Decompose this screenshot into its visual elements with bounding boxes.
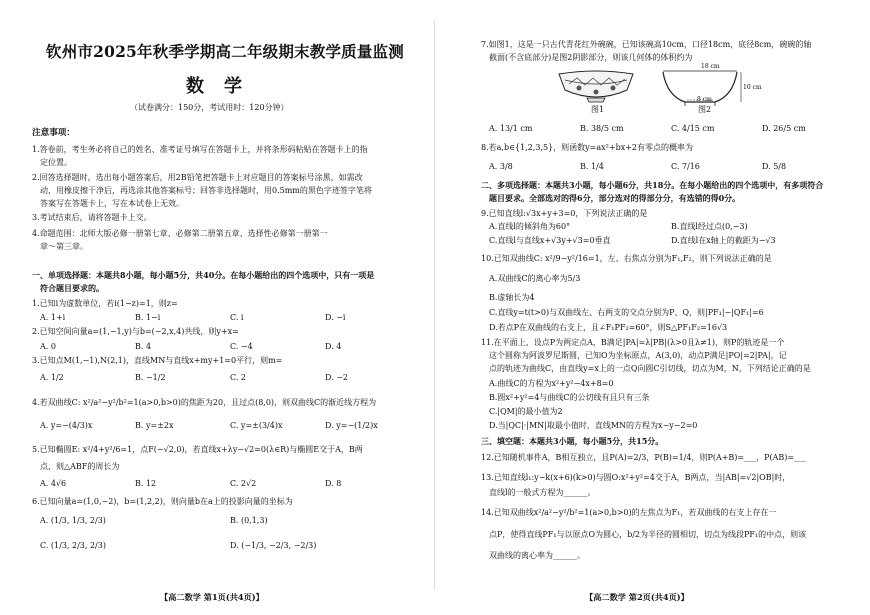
note-line: 3.考试结束后，请将答题卡上交。 [32, 213, 152, 222]
q11-option-a: A.曲线C的方程为x²+y²−4x+8=0 [489, 379, 614, 388]
q10-option-a: A.双曲线C的离心率为5/3 [489, 274, 581, 283]
question-11-cont: 点的轨迹为曲线C，由直线y=x上的一点Q向圆C引切线，切点为M，N，下列结论正确的是 [489, 364, 811, 373]
section-heading: 三、填空题：本题共3小题，每小题5分，共15分。 [481, 436, 664, 446]
q3-option-a: A. 1/2 [40, 373, 64, 382]
question-4: 4.若双曲线C: x²/a²−y²/b²=1(a>0,b>0)的焦距为20，且过点(8,0)，则双曲线C的渐近线方程为 [32, 398, 377, 407]
section-heading-cont: 题目要求。全部选对的得6分，部分选对的得部分分，有选错的得0分。 [489, 193, 741, 203]
question-14-cont: 点P，使得直线PF₁与以原点O为圆心，b/2为半径的圆相切，切点为线段PF₁的中点，则该 [489, 530, 807, 539]
q8-option-d: D. 5/8 [762, 162, 787, 171]
q5-option-d: D. 8 [325, 479, 342, 488]
note-line: 2.回答选择题时，选出每小题答案后，用2B铅笔把答题卡上对应题目的答案标号涂黑，如需改 [32, 173, 363, 182]
figure-2-bottom-label: 8 cm [697, 96, 712, 103]
q6-option-a: A. (1/3, 1/3, 2/3) [40, 516, 106, 525]
section-heading: 二、多项选择题：本题共3小题，每小题6分，共18分。在每小题给出的四个选项中，有多项符合 [481, 180, 824, 190]
q11-option-b: B.圆x²+y²=4与曲线C的公切线有且只有三条 [489, 393, 650, 402]
q6-option-b: B. (0,1,3) [230, 516, 268, 525]
q7-option-a: A. 13/1 cm [489, 124, 533, 133]
q4-option-c: C. y=±(3/4)x [230, 421, 283, 430]
q8-option-b: B. 1/4 [580, 162, 604, 171]
note-line: 答案写在答题卡上，写在本试卷上无效。 [40, 199, 184, 208]
question-11: 11.在平面上，设点P为两定点A，B满足|PA|=λ|PB|(λ>0且λ≠1)，则P的轨迹是一个 [481, 338, 785, 347]
q1-option-a: A. 1+i [40, 313, 66, 322]
q8-option-a: A. 3/8 [489, 162, 513, 171]
q5-option-b: B. 12 [135, 479, 157, 488]
section-heading: 一、单项选择题：本题共8小题，每小题5分，共40分。在每小题给出的四个选项中，只有一项是 [32, 270, 375, 280]
question-2: 2.已知空间向量a=(1,−1,y)与b=(−2,x,4)共线，则y+x= [32, 327, 239, 336]
q5-option-a: A. 4√6 [40, 479, 67, 488]
note-line: 1.答卷前，考生务必将自己的姓名、准考证号填写在答题卡上，并将条形码粘贴在答题卡上的指 [32, 145, 368, 154]
question-10: 10.已知双曲线C: x²/9−y²/16=1，左、右焦点分别为F₁,F₂，则下列说法正确的是 [481, 254, 772, 263]
question-5: 5.已知椭圆E: x²/4+y²/6=1，点F(−√2,0)，若直线x+λy−√2=0(λ∈R)与椭圆E交于A，B两 [32, 445, 363, 454]
exam-title: 钦州市2025年秋季学期高二年级期末教学质量监测 [46, 42, 404, 61]
question-1: 1.已知i为虚数单位，若i(1−z)=1，则z= [32, 299, 178, 308]
q10-option-d: D.若点P在双曲线的右支上，且∠F₁PF₂=60°，则S△PF₁F₂=16√3 [489, 323, 728, 332]
question-9: 9.已知直线l:√3x+y+3=0，下列说法正确的是 [481, 209, 648, 218]
exam-info: （试卷满分：150分，考试用时：120分钟） [130, 103, 289, 112]
question-12: 12.已知随机事件A，B相互独立，且P(A)=2/3，P(B)=1/4，则P(A+B)=___，P(AB)=___ [481, 453, 807, 462]
q7-option-c: C. 4/15 cm [671, 124, 715, 133]
question-5-cont: 点，则△ABF的周长为 [40, 462, 120, 471]
q7-option-b: B. 38/5 cm [580, 124, 624, 133]
q11-option-c: C.|QM|的最小值为2 [489, 407, 563, 416]
q6-option-d: D. (−1/3, −2/3, −2/3) [230, 541, 317, 550]
question-7-cont: 截面(不含底部分)是图2阴影部分，则该几何体的体积约为 [489, 53, 693, 62]
page-footer: 【高二数学 第2页(共4页)】 [585, 592, 689, 602]
question-3: 3.已知点M(1,−1),N(2,1)，直线MN与直线x+my+1=0平行，则m= [32, 356, 283, 365]
question-8: 8.若a,b∈{1,2,3,5}，则函数y=ax²+bx+2有零点的概率为 [481, 143, 693, 152]
page-divider [434, 20, 435, 590]
right-page [435, 0, 870, 615]
q4-option-d: D. y=−(1/2)x [325, 421, 378, 430]
note-line: 定位置。 [40, 158, 72, 167]
figure-2-height-label: 10 cm [743, 84, 762, 91]
q1-option-c: C. i [230, 313, 244, 322]
question-6: 6.已知向量a=(1,0,−2)，b=(1,2,2)，则向量b在a上的投影向量的坐标为 [32, 497, 293, 506]
q1-option-b: B. 1−i [135, 313, 161, 322]
q1-option-d: D. −i [325, 313, 346, 322]
subject-title: 数学 [186, 76, 262, 97]
note-line: 4.命题范围：北师大版必修一册第七章、必修第二册第五章、选择性必修第一册第一 [32, 229, 328, 238]
q8-option-c: C. 7/16 [671, 162, 700, 171]
q4-option-a: A. y=−(4/3)x [40, 421, 93, 430]
section-heading-cont: 符合题目要求的。 [40, 283, 104, 293]
q3-option-b: B. −1/2 [135, 373, 166, 382]
q9-option-b: B.直线l经过点(0,−3) [671, 222, 748, 231]
q9-option-d: D.直线l在x轴上的截距为−√3 [671, 236, 776, 245]
question-14-cont: 双曲线的离心率为______。 [489, 551, 585, 560]
question-13: 13.已知直线l₁:y−k(x+6)(k>0)与圆O:x²+y²=4交于A，B两点，当|AB|=√2|OB|时， [481, 473, 791, 482]
q10-option-b: B.虚轴长为4 [489, 293, 535, 302]
question-11-cont: 这个圆称为阿波罗尼斯圆，已知O为坐标原点，A(3,0)，动点P满足|PO|=2|PA|，记 [489, 351, 787, 360]
q9-option-a: A.直线l的倾斜角为60° [489, 222, 571, 231]
q2-option-b: B. 4 [135, 342, 152, 351]
q6-option-c: C. (1/3, 2/3, 2/3) [40, 541, 106, 550]
q5-option-c: C. 2√2 [230, 479, 257, 488]
q2-option-d: D. 4 [325, 342, 342, 351]
figure-1-label: 图1 [591, 105, 605, 114]
question-14: 14.已知双曲线x²/a²−y²/b²=1(a>0,b>0)的左焦点为F₁，若双曲线的右支上存在一 [481, 508, 777, 517]
bowl-figure-2 [657, 66, 749, 110]
q4-option-b: B. y=±2x [135, 421, 174, 430]
q3-option-d: D. −2 [325, 373, 349, 382]
note-line: 章～第三章。 [40, 242, 88, 251]
figure-2-label: 图2 [698, 105, 712, 114]
page-footer: 【高二数学 第1页(共4页)】 [160, 592, 264, 602]
question-7: 7.如图1，这是一只古代青花红外碗碗，已知该碗高10cm，口径18cm，底径8cm，碗碗的轴 [481, 40, 812, 49]
question-13-cont: 直线l的一般式方程为______。 [489, 488, 596, 497]
q7-option-d: D. 26/5 cm [762, 124, 806, 133]
q3-option-c: C. 2 [230, 373, 247, 382]
q9-option-c: C.直线l与直线x+√3y+√3=0垂直 [489, 236, 611, 245]
q11-option-d: D.当|QC|·|MN|取最小值时，直线MN的方程为x−y−2=0 [489, 421, 698, 430]
notes-title: 注意事项： [32, 128, 75, 138]
q10-option-c: C.直线y=t(t>0)与双曲线左、右两支的交点分别为P、Q，则|PF₁|−|QF₁|=6 [489, 308, 764, 317]
q2-option-c: C. −4 [230, 342, 253, 351]
note-line: 动，用橡皮擦干净后，再选涂其他答案标号；回答非选择题时，用0.5mm的黑色字迹签字笔将 [40, 186, 372, 195]
bowl-figure-1 [555, 66, 637, 110]
figure-2-top-label: 18 cm [701, 63, 720, 70]
q2-option-a: A. 0 [40, 342, 56, 351]
